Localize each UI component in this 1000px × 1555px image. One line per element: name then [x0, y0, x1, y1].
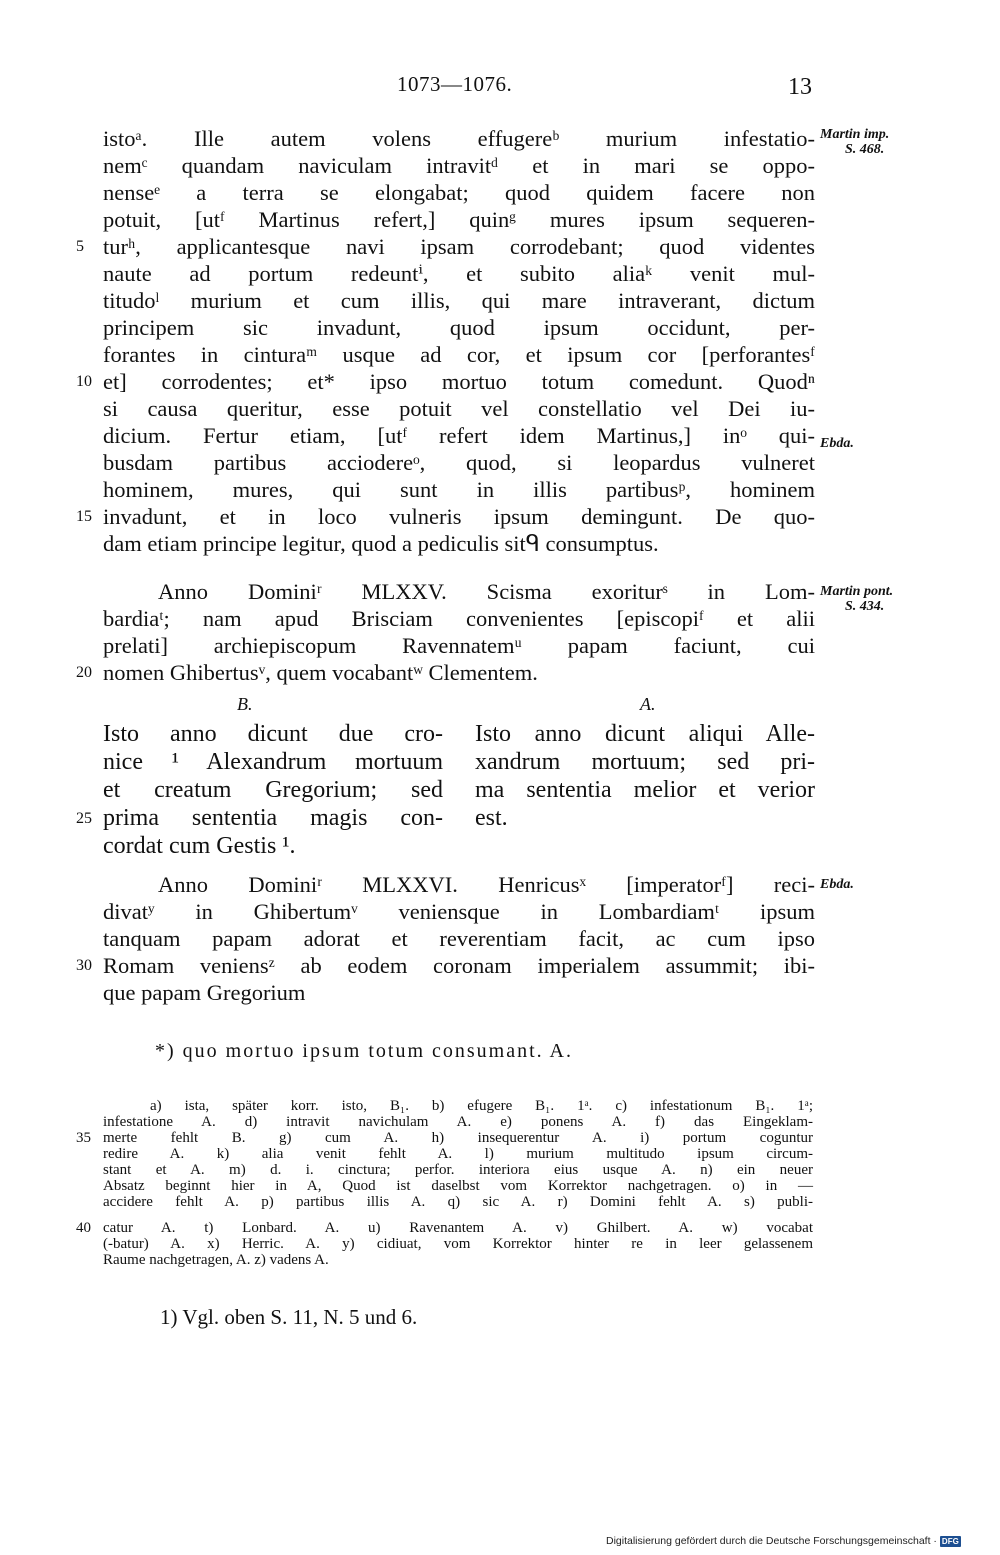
line-number: 25	[76, 810, 92, 827]
footnote-line: merte fehlt B. g) cum A. h) insequerentur A. i) portum coguntur	[103, 1130, 813, 1146]
text-line: invadunt, et in loco vulneris ipsum demingunt. De quo-	[103, 504, 815, 529]
footnote-line: infestatione A. d) intravit navichulam A. e) ponens A. f) das Eingeklam-	[103, 1114, 813, 1130]
footnote-line: Absatz beginnt hier in A, Quod ist daselbst vom Korrektor nachgetragen. o) in —	[103, 1178, 813, 1194]
column-b-line: et creatum Gregorium; sed	[103, 777, 443, 803]
margin-note-text: Martin pont.	[820, 584, 894, 599]
line-number: 10	[76, 373, 92, 390]
footnote-line: catur A. t) Lonbard. A. u) Ravenantem A. v) Ghilbert. A. w) vocabat	[103, 1220, 813, 1236]
column-a-line: ma sententia melior et verior	[475, 777, 815, 803]
line-number: 30	[76, 957, 92, 974]
page-number: 13	[788, 74, 812, 100]
text-line: nenseᵉ a terra se elongabat; quod quidem facere non	[103, 180, 815, 205]
text-line: divatʸ in Ghibertumᵛ veniensque in Lombardiamᵗ ipsum	[103, 899, 815, 924]
margin-note-ebda-2	[820, 877, 854, 892]
text-line: prelati] archiepiscopum Ravennatemᵘ papam faciunt, cui	[103, 633, 815, 658]
margin-note-martin-pont	[820, 584, 893, 614]
column-a-line: est.	[475, 805, 508, 831]
text-line: nemᶜ quandam naviculam intravitᵈ et in mari se oppo-	[103, 153, 815, 178]
text-line: forantes in cinturaᵐ usque ad cor, et ipsum cor [perforantesᶠ	[103, 342, 815, 367]
line-number: 35	[76, 1130, 91, 1146]
text-line: dam etiam principe legitur, quod a pediculis sitᑫ consumptus.	[103, 531, 659, 556]
credit-text: Digitalisierung gefördert durch die Deutsche Forschungsgemeinschaft ·	[606, 1535, 937, 1547]
margin-note-ebda-1	[820, 436, 854, 451]
text-line: principem sic invadunt, quod ipsum occidunt, per-	[103, 315, 815, 340]
line-number: 20	[76, 664, 92, 681]
margin-note-text: Ebda.	[820, 436, 854, 451]
column-head-a: A.	[640, 694, 656, 714]
column-b-line: nice ¹ Alexandrum mortuum	[103, 749, 443, 775]
text-line: tanquam papam adorat et reverentiam facit, ac cum ipso	[103, 926, 815, 951]
margin-note-ref: S. 468.	[845, 142, 885, 157]
text-line: naute ad portum redeuntⁱ, et subito aliaᵏ venit mul-	[103, 261, 815, 286]
footnote-line: Raume nachgetragen, A. z) vadens A.	[103, 1252, 329, 1268]
text-line: nomen Ghibertusᵛ, quem vocabantʷ Clementem.	[103, 660, 538, 685]
text-line: dicium. Fertur etiam, [utᶠ refert idem Martinus,] inᵒ qui-	[103, 423, 815, 448]
text-line: titudoˡ murium et cum illis, qui mare intraverant, dictum	[103, 288, 815, 313]
column-b-line: Isto anno dicunt due cro-	[103, 721, 443, 747]
digitization-credit	[606, 1535, 961, 1547]
text-line: que papam Gregorium	[103, 980, 306, 1005]
margin-note-text: Ebda.	[820, 877, 854, 892]
text-line: istoᵃ. Ille autem volens effugereᵇ murium infestatio-	[103, 126, 815, 151]
margin-note-martin-imp	[820, 127, 889, 157]
text-line: Romam veniensᶻ ab eodem coronam imperialem assummit; ibi-	[103, 953, 815, 978]
margin-note-text: Martin imp.	[820, 127, 890, 142]
text-line: si causa queritur, esse potuit vel constellatio vel Dei iu-	[103, 396, 815, 421]
column-a-line: Isto anno dicunt aliqui Alle-	[475, 721, 815, 747]
column-head-b: B.	[237, 694, 253, 714]
footnote-line: redire A. k) alia venit fehlt A. l) murium multitudo ipsum circum-	[103, 1146, 813, 1162]
column-b-line: prima sententia magis con-	[103, 805, 443, 831]
text-line: turʰ, applicantesque navi ipsam corrodebant; quod videntes	[103, 234, 815, 259]
column-b-line: cordat cum Gestis ¹.	[103, 833, 296, 859]
footnote-line: accidere fehlt A. p) partibus illis A. q) sic A. r) Domini fehlt A. s) publi-	[103, 1194, 813, 1210]
column-a-line: xandrum mortuum; sed pri-	[475, 749, 815, 775]
line-number: 15	[76, 508, 92, 525]
text-line: hominem, mures, qui sunt in illis partibusᵖ, hominem	[103, 477, 815, 502]
asterisk-note: *) quo mortuo ipsum totum consumant. A.	[155, 1040, 573, 1062]
line-number: 40	[76, 1220, 91, 1236]
dfg-logo-icon: DFG	[941, 1536, 959, 1546]
margin-note-ref: S. 434.	[845, 599, 885, 614]
text-line: et] corrodentes; et* ipso mortuo totum comedunt. Quodⁿ	[103, 369, 815, 394]
footnote-line: stant et A. m) d. i. cinctura; perfor. interiora eius usque A. n) ein neuer	[103, 1162, 813, 1178]
running-head-title: 1073—1076.	[397, 72, 513, 96]
running-header	[0, 72, 1000, 102]
footnote-line: a) ista, später korr. isto, B₁. b) efugere B₁. 1ᵃ. c) infestationum B₁. 1ᵃ;	[150, 1098, 813, 1114]
text-line: bardiaᵗ; nam apud Brisciam convenientes [episcopiᶠ et alii	[103, 606, 815, 631]
footnote-line: (-batur) A. x) Herric. A. y) cidiuat, vom Korrektor hinter re in leer gelassenem	[103, 1236, 813, 1252]
text-line: Anno Dominiʳ MLXXVI. Henricusˣ [imperatorᶠ] reci-	[158, 872, 815, 897]
line-number: 5	[76, 238, 84, 255]
text-line: busdam partibus acciodereᵒ, quod, si leopardus vulneret	[103, 450, 815, 475]
text-line: Anno Dominiʳ MLXXV. Scisma exoriturˢ in Lom-	[158, 579, 815, 604]
text-line: potuit, [utᶠ Martinus refert,] quinᵍ mures ipsum sequeren-	[103, 207, 815, 232]
numbered-footnote: 1) Vgl. oben S. 11, N. 5 und 6.	[160, 1305, 418, 1329]
